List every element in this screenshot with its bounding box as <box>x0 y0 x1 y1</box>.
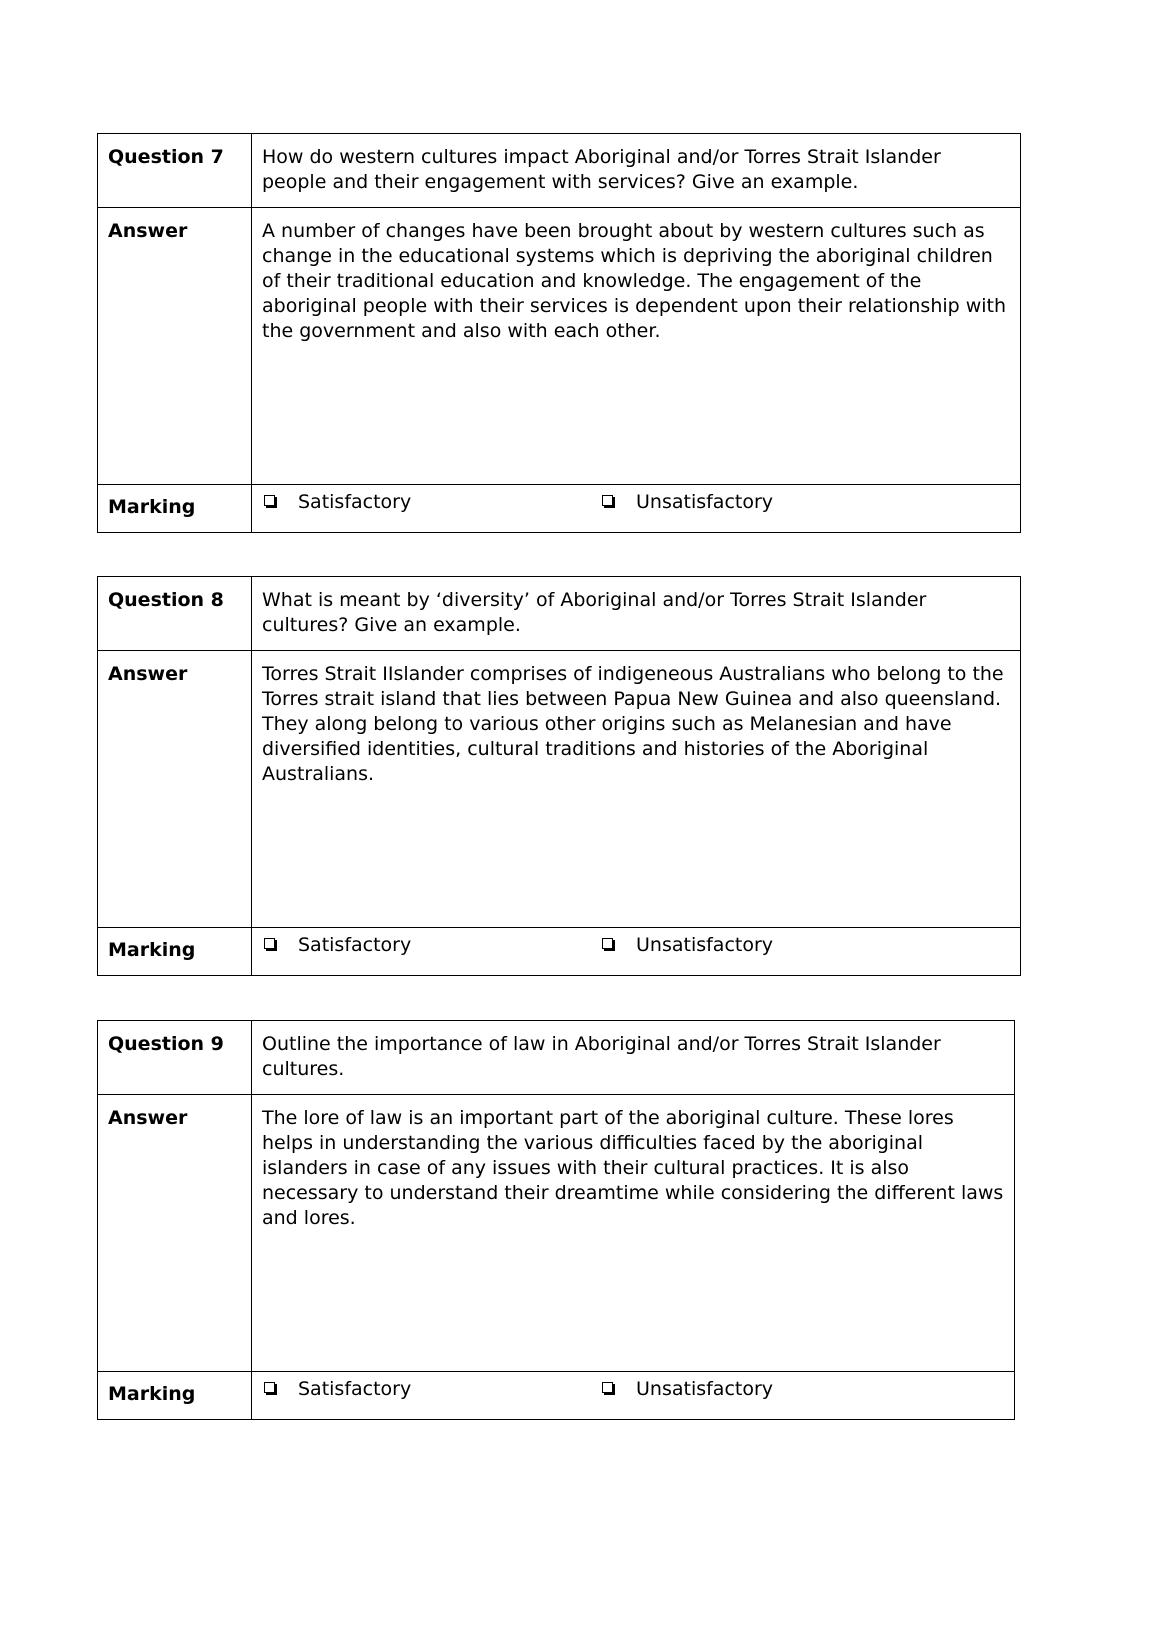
checkbox-icon[interactable] <box>602 495 613 506</box>
marking-label: Marking <box>98 485 252 533</box>
marking-row <box>98 1372 1015 1420</box>
unsatisfactory-label: Unsatisfactory <box>636 491 774 513</box>
question-text: What is meant by ‘diversity’ of Aboriginal and/or Torres Strait Islander cultures? Give an example. <box>252 577 1021 651</box>
satisfactory-label: Satisfactory <box>298 1378 412 1400</box>
checkbox-icon[interactable] <box>264 938 275 949</box>
answer-text[interactable]: A number of changes have been brought about by western cultures such as change in the educational systems which is depriving the aboriginal children of their traditional education and knowledge. The engagement of the aboriginal people with their services is dependent upon their relationship with the government and also with each other. <box>252 208 1021 485</box>
marking-options <box>252 928 1021 976</box>
marking-row <box>98 485 1021 533</box>
unsatisfactory-option[interactable] <box>600 933 773 958</box>
unsatisfactory-label: Unsatisfactory <box>636 1378 774 1400</box>
satisfactory-label: Satisfactory <box>298 934 412 956</box>
checkbox-icon[interactable] <box>264 495 275 506</box>
marking-label: Marking <box>98 1372 252 1420</box>
question-label: Question 9 <box>98 1021 252 1095</box>
question-8-table <box>97 576 1021 976</box>
answer-text[interactable]: The lore of law is an important part of the aboriginal culture. These lores helps in understanding the various difficulties faced by the aboriginal islanders in case of any issues with their cultural practices. It is also necessary to understand their dreamtime while considering the different laws and lores. <box>252 1095 1015 1372</box>
satisfactory-option[interactable] <box>262 1377 411 1402</box>
question-text: Outline the importance of law in Aboriginal and/or Torres Strait Islander cultures. <box>252 1021 1015 1095</box>
unsatisfactory-option[interactable] <box>600 1377 773 1402</box>
question-9-table <box>97 1020 1015 1420</box>
answer-label: Answer <box>98 1095 252 1372</box>
unsatisfactory-option[interactable] <box>600 490 773 515</box>
satisfactory-label: Satisfactory <box>298 491 412 513</box>
checkbox-icon[interactable] <box>264 1382 275 1393</box>
question-row <box>98 1021 1015 1095</box>
answer-text[interactable]: Torres Strait IIslander comprises of indigeneous Australians who belong to the Torres strait island that lies between Papua New Guinea and also queensland. They along belong to various other origins such as Melanesian and have diversified identities, cultural traditions and histories of the Aboriginal Australians. <box>252 651 1021 928</box>
marking-options <box>252 485 1021 533</box>
question-row <box>98 134 1021 208</box>
question-label: Question 8 <box>98 577 252 651</box>
marking-label: Marking <box>98 928 252 976</box>
marking-row <box>98 928 1021 976</box>
answer-label: Answer <box>98 208 252 485</box>
question-7-table <box>97 133 1021 533</box>
answer-row <box>98 208 1021 485</box>
answer-row <box>98 1095 1015 1372</box>
answer-row <box>98 651 1021 928</box>
answer-label: Answer <box>98 651 252 928</box>
marking-options <box>252 1372 1015 1420</box>
unsatisfactory-label: Unsatisfactory <box>636 934 774 956</box>
checkbox-icon[interactable] <box>602 1382 613 1393</box>
satisfactory-option[interactable] <box>262 490 411 515</box>
question-label: Question 7 <box>98 134 252 208</box>
satisfactory-option[interactable] <box>262 933 411 958</box>
question-text: How do western cultures impact Aboriginal and/or Torres Strait Islander people and their engagement with services? Give an example. <box>252 134 1021 208</box>
checkbox-icon[interactable] <box>602 938 613 949</box>
question-row <box>98 577 1021 651</box>
